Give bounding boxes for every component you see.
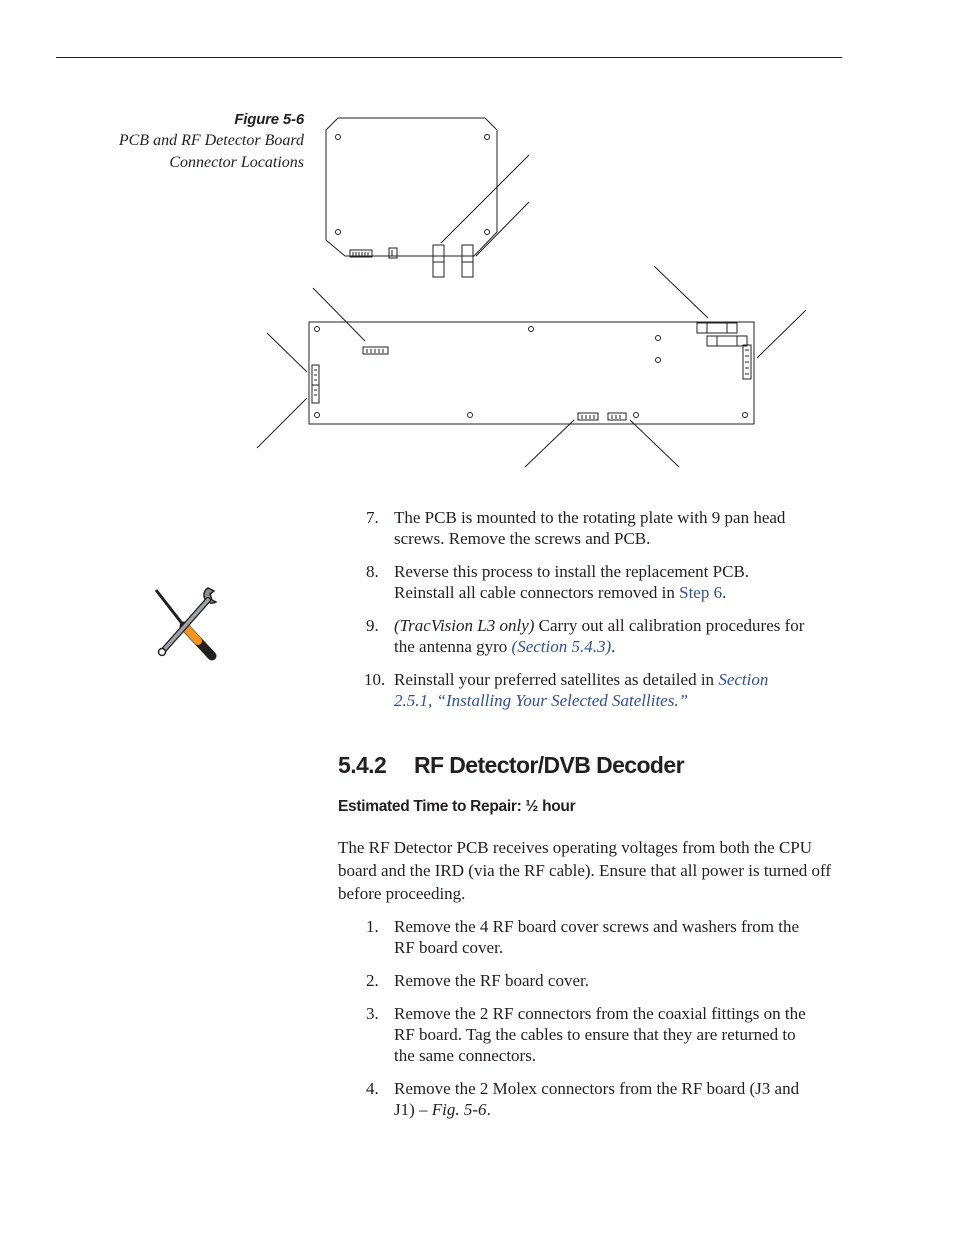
list-item	[338, 1078, 808, 1120]
callout-leader-lines	[257, 155, 806, 467]
section-2-5-1-link[interactable]: Section 2.5.1, “Installing Your Selected Satellites.”	[394, 670, 769, 710]
repair-time-subheading: Estimated Time to Repair: ½ hour	[338, 798, 576, 815]
step-text: Carry out all calibration procedures for the antenna gyro	[394, 616, 805, 656]
list-item	[338, 561, 808, 603]
list-item	[338, 970, 808, 991]
figure-title-line-1: PCB and RF Detector Board	[118, 132, 304, 149]
list-item	[338, 916, 808, 958]
step-text: Remove the RF board cover.	[394, 971, 589, 990]
figure-reference: Fig. 5-6	[431, 1100, 487, 1119]
removal-steps-list	[338, 507, 808, 723]
rf-detector-steps-list	[338, 916, 808, 1132]
step-text-end: .	[611, 637, 616, 656]
list-item	[338, 507, 808, 549]
step-number: 7.	[366, 508, 379, 527]
section-title: RF Detector/DVB Decoder	[414, 752, 684, 778]
wrench-screwdriver-icon	[150, 582, 222, 662]
step-number: 1.	[366, 917, 379, 936]
step-text: Reinstall your preferred satellites as detailed in	[394, 670, 719, 689]
section-5-4-3-link[interactable]: (Section 5.4.3)	[511, 637, 612, 656]
list-item	[338, 615, 808, 657]
step-text: The PCB is mounted to the rotating plate with 9 pan head screws. Remove the screws and PCB.	[394, 508, 786, 548]
model-note: (TracVision L3 only)	[394, 616, 535, 635]
step-text: Reverse this process to install the replacement PCB. Reinstall all cable connectors removed in	[394, 562, 750, 602]
pcb-connector-diagram	[250, 110, 820, 480]
list-item	[338, 669, 808, 711]
list-item	[338, 1003, 808, 1066]
rf-detector-board	[326, 118, 497, 277]
step-6-link[interactable]: Step 6	[679, 583, 723, 602]
step-text: Remove the 2 RF connectors from the coaxial fittings on the RF board. Tag the cables to ensure that they are returned to the same connectors.	[394, 1004, 806, 1065]
figure-label: Figure 5-6	[234, 111, 304, 128]
section-heading	[338, 752, 684, 779]
intro-paragraph: The RF Detector PCB receives operating voltages from both the CPU board and the IRD (via the RF cable). Ensure that all power is turned off before proceeding.	[338, 838, 832, 903]
step-number: 9.	[366, 616, 379, 635]
step-text-end: .	[722, 583, 727, 602]
step-text: Remove the 2 Molex connectors from the RF board (J3 and J1) –	[394, 1079, 800, 1119]
step-number: 4.	[366, 1079, 379, 1098]
step-text-end: .	[486, 1100, 491, 1119]
step-number: 2.	[366, 971, 379, 990]
section-number: 5.4.2	[338, 752, 387, 778]
step-number: 10.	[364, 670, 386, 689]
step-text: Remove the 4 RF board cover screws and washers from the RF board cover.	[394, 917, 800, 957]
main-pcb-board	[309, 322, 754, 424]
header-rule	[56, 57, 842, 58]
figure-title-line-2: Connector Locations	[169, 154, 304, 171]
step-number: 3.	[366, 1004, 379, 1023]
step-number: 8.	[366, 562, 379, 581]
